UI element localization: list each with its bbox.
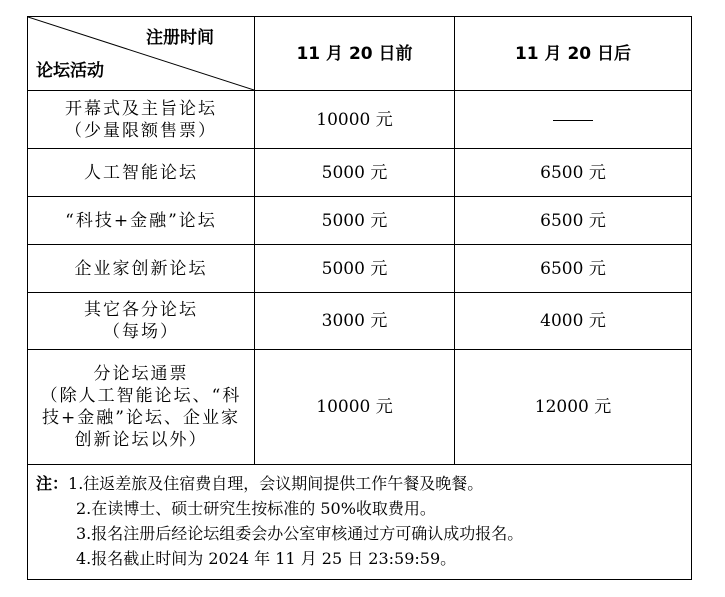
- note-item: 2.在读博士、硕士研究生按标准的 50%收取费用。: [76, 499, 436, 518]
- dash-line: [553, 120, 593, 121]
- fee-before: 10000 元: [255, 91, 455, 149]
- forum-name: 人工智能论坛: [28, 149, 255, 197]
- table-row: [28, 245, 692, 293]
- fee-after: 4000 元: [455, 293, 692, 350]
- fee-before: 5000 元: [255, 197, 455, 245]
- forum-name-text: 开幕式及主旨论坛 （少量限额售票）: [65, 98, 217, 141]
- fee-after: [455, 91, 692, 149]
- table-row: [28, 350, 692, 465]
- fee-after: 6500 元: [455, 197, 692, 245]
- forum-name: [28, 91, 255, 149]
- notes-row: [28, 465, 692, 580]
- fee-before: 10000 元: [255, 350, 455, 465]
- registration-time-label: 注册时间: [146, 28, 214, 48]
- col-after-header: 11 月 20 日后: [455, 17, 692, 91]
- forum-activity-label: 论坛活动: [36, 61, 104, 81]
- table-row: [28, 91, 692, 149]
- forum-name-text: 分论坛通票 （除人工智能论坛、“科技+金融”论坛、企业家创新论坛以外）: [40, 364, 242, 450]
- header-row: [28, 17, 692, 91]
- fee-before: 5000 元: [255, 245, 455, 293]
- fee-before: 3000 元: [255, 293, 455, 350]
- diagonal-header-cell: [28, 17, 255, 91]
- note-item: 4.报名截止时间为 2024 年 11 月 25 日 23:59:59。: [76, 549, 457, 568]
- table-row: [28, 293, 692, 350]
- col-before-header: 11 月 20 日前: [255, 17, 455, 91]
- forum-name-text: 其它各分论坛 （每场）: [84, 300, 198, 342]
- note-item: 3.报名注册后经论坛组委会办公室审核通过方可确认成功报名。: [76, 524, 524, 543]
- forum-name: 企业家创新论坛: [28, 245, 255, 293]
- note-line-1: [36, 471, 683, 496]
- notes-cell: [28, 465, 692, 580]
- fee-after: 6500 元: [455, 149, 692, 197]
- fee-table: [27, 16, 692, 580]
- forum-name: [28, 293, 255, 350]
- table-row: [28, 197, 692, 245]
- note-item: 1.往返差旅及住宿费自理，会议期间提供工作午餐及晚餐。: [68, 474, 484, 493]
- forum-name: [28, 350, 255, 465]
- fee-table-container: [27, 16, 691, 580]
- fee-after: 12000 元: [455, 350, 692, 465]
- note-lead: 注：: [36, 474, 69, 493]
- table-row: [28, 149, 692, 197]
- fee-after: 6500 元: [455, 245, 692, 293]
- fee-before: 5000 元: [255, 149, 455, 197]
- forum-name: “科技+金融”论坛: [28, 197, 255, 245]
